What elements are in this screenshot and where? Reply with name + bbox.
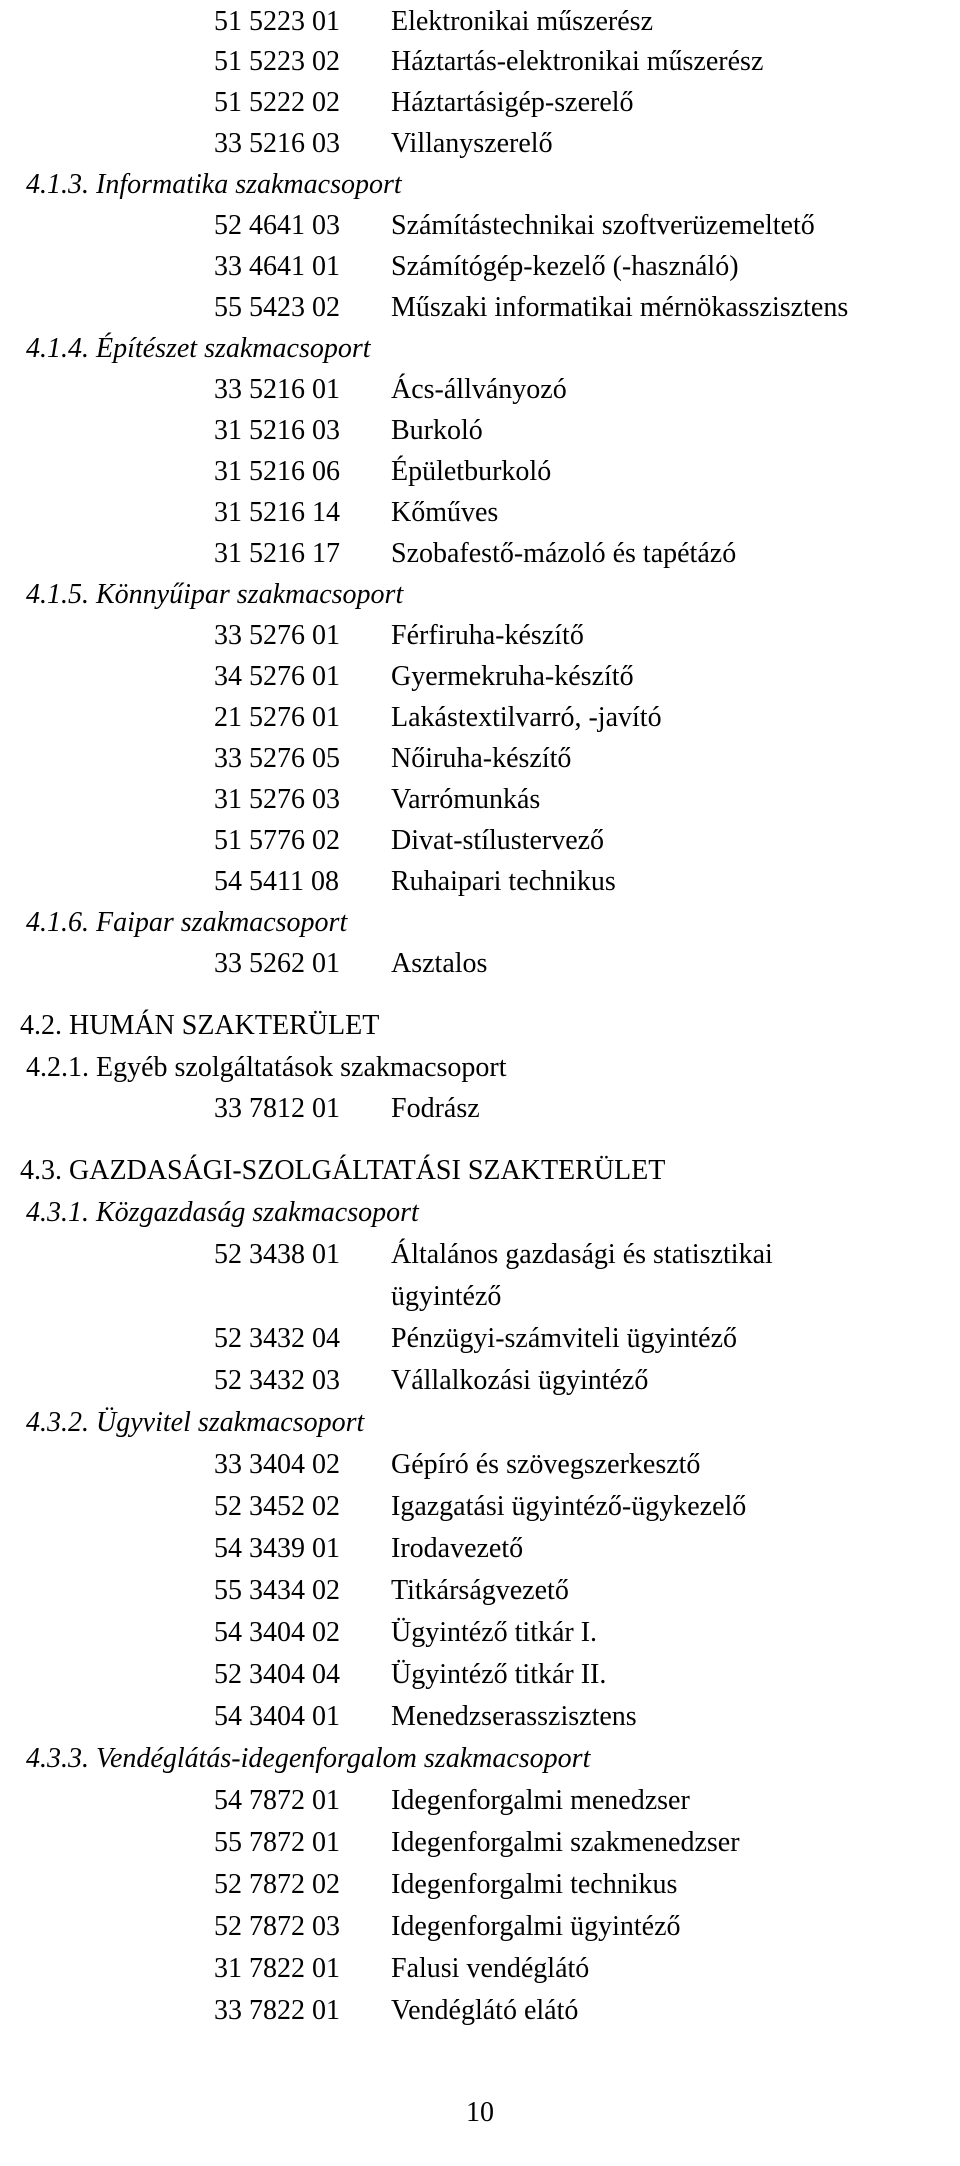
occupation-code: 31 5216 06 [214,456,340,487]
trade-group-heading: 4.1.3. Informatika szakmacsoport [26,169,402,200]
occupation-row [214,821,960,861]
occupation-row [214,370,960,410]
occupation-name: Szobafestő-mázoló és tapétázó [391,538,737,569]
occupation-name: Fodrász [391,1093,480,1124]
occupation-code: 52 3438 01 [214,1239,340,1270]
occupation-name: Asztalos [391,948,488,979]
occupation-code: 54 3404 02 [214,1617,340,1648]
occupation-code: 55 7872 01 [214,1827,340,1858]
trade-group-heading: 4.3.2. Ügyvitel szakmacsoport [26,1407,365,1438]
occupation-code: 31 7822 01 [214,1953,340,1984]
occupation-row [214,124,960,164]
occupation-code: 31 5216 14 [214,497,340,528]
occupation-name: Számítástechnikai szoftverüzemeltető [391,210,815,241]
occupation-code: 33 5216 01 [214,374,340,405]
occupation-row [214,247,960,287]
occupation-code: 51 5223 02 [214,46,340,77]
occupation-row [214,534,960,574]
occupation-code: 55 5423 02 [214,292,340,323]
occupation-code: 52 3432 03 [214,1365,340,1396]
occupation-row [214,1613,960,1653]
occupation-row [214,1235,960,1275]
occupation-row [214,862,960,902]
occupation-row [214,1907,960,1947]
occupation-name: Műszaki informatikai mérnökasszisztens [391,292,849,323]
occupation-name: Gépíró és szövegszerkesztő [391,1449,701,1480]
occupation-code: 34 5276 01 [214,661,340,692]
occupation-code: 33 7822 01 [214,1995,340,2026]
occupation-name: Ács-állványozó [391,374,567,405]
occupation-row [214,1089,960,1129]
occupation-name: Ügyintéző titkár I. [391,1617,598,1648]
occupation-row [214,1865,960,1905]
occupation-name: Falusi vendéglátó [391,1953,590,1984]
occupation-row [214,452,960,492]
occupation-name: Kőműves [391,497,499,528]
occupation-code: 51 5223 01 [214,6,340,37]
occupation-code: 54 3404 01 [214,1701,340,1732]
occupation-name: Elektronikai műszerész [391,6,654,37]
occupation-name: Idegenforgalmi technikus [391,1869,678,1900]
occupation-row [214,1697,960,1737]
trade-group-heading: 4.1.5. Könnyűipar szakmacsoport [26,579,404,610]
occupation-name: Menedzserasszisztens [391,1701,637,1732]
page-number: 10 [466,2097,494,2128]
field-heading: 4.2. HUMÁN SZAKTERÜLET [20,1010,380,1041]
occupation-name: Divat-stílustervező [391,825,605,856]
occupation-row [214,2,960,42]
occupation-row [214,411,960,451]
occupation-code: 51 5776 02 [214,825,340,856]
trade-group-heading: 4.1.4. Építészet szakmacsoport [26,333,371,364]
occupation-code: 33 5276 05 [214,743,340,774]
occupation-row [214,493,960,533]
occupation-row [214,42,960,82]
occupation-code: 33 4641 01 [214,251,340,282]
occupation-name: Épületburkoló [391,456,552,487]
occupation-name: Burkoló [391,415,483,446]
occupation-name: Varrómunkás [391,784,541,815]
field-heading: 4.3. GAZDASÁGI-SZOLGÁLTATÁSI SZAKTERÜLET [20,1155,666,1186]
occupation-name: Vendéglátó elátó [391,1995,579,2026]
occupation-code: 33 7812 01 [214,1093,340,1124]
occupation-name: Általános gazdasági és statisztikai [391,1239,773,1270]
occupation-code: 33 5262 01 [214,948,340,979]
occupation-row-continuation [214,1277,960,1317]
occupation-code: 54 5411 08 [214,866,339,897]
occupation-name: Idegenforgalmi menedzser [391,1785,690,1816]
occupation-code: 52 7872 02 [214,1869,340,1900]
occupation-code: 33 5216 03 [214,128,340,159]
occupation-name: Háztartásigép-szerelő [391,87,634,118]
occupation-code: 54 7872 01 [214,1785,340,1816]
occupation-row [214,1571,960,1611]
occupation-code: 31 5216 17 [214,538,340,569]
trade-group-heading: 4.1.6. Faipar szakmacsoport [26,907,348,938]
occupation-row [214,1319,960,1359]
occupation-name: Titkárságvezető [391,1575,569,1606]
occupation-code: 52 3432 04 [214,1323,340,1354]
occupation-row [214,1529,960,1569]
occupation-row [214,698,960,738]
occupation-code: 33 3404 02 [214,1449,340,1480]
occupation-name: Háztartás-elektronikai műszerész [391,46,764,77]
occupation-row [214,1781,960,1821]
occupation-row [214,739,960,779]
occupation-row [214,616,960,656]
occupation-row [214,206,960,246]
occupation-row [214,1949,960,1989]
occupation-row [214,1655,960,1695]
occupation-name: Nőiruha-készítő [391,743,572,774]
occupation-code: 52 4641 03 [214,210,340,241]
occupation-row [214,1991,960,2031]
occupation-code: 54 3439 01 [214,1533,340,1564]
occupation-code: 31 5276 03 [214,784,340,815]
occupation-name: Idegenforgalmi szakmenedzser [391,1827,740,1858]
occupation-code: 52 7872 03 [214,1911,340,1942]
occupation-name: Pénzügyi-számviteli ügyintéző [391,1323,738,1354]
occupation-name: Gyermekruha-készítő [391,661,634,692]
occupation-code: 21 5276 01 [214,702,340,733]
occupation-name: Lakástextilvarró, -javító [391,702,662,733]
occupation-name: Igazgatási ügyintéző-ügykezelő [391,1491,747,1522]
occupation-code: 31 5216 03 [214,415,340,446]
occupation-code: 33 5276 01 [214,620,340,651]
occupation-row [214,288,960,328]
occupation-row [214,1445,960,1485]
trade-group-heading: 4.3.1. Közgazdaság szakmacsoport [26,1197,419,1228]
occupation-code: 51 5222 02 [214,87,340,118]
trade-group-heading: 4.3.3. Vendéglátás-idegenforgalom szakmacsoport [26,1743,591,1774]
occupation-row [214,83,960,123]
occupation-name: ügyintéző [391,1281,502,1312]
occupation-name: Irodavezető [391,1533,524,1564]
occupation-name: Számítógép-kezelő (-használó) [391,251,739,282]
occupation-code: 52 3404 04 [214,1659,340,1690]
occupation-row [214,780,960,820]
occupation-name: Férfiruha-készítő [391,620,584,651]
occupation-row [214,944,960,984]
occupation-code: 55 3434 02 [214,1575,340,1606]
occupation-row [214,1487,960,1527]
trade-group-heading: 4.2.1. Egyéb szolgáltatások szakmacsoport [26,1052,507,1083]
occupation-name: Idegenforgalmi ügyintéző [391,1911,681,1942]
occupation-row [214,1361,960,1401]
occupation-name: Ruhaipari technikus [391,866,616,897]
occupation-name: Vállalkozási ügyintéző [391,1365,649,1396]
occupation-row [214,1823,960,1863]
occupation-name: Villanyszerelő [391,128,553,159]
occupation-name: Ügyintéző titkár II. [391,1659,607,1690]
occupation-row [214,657,960,697]
occupation-code: 52 3452 02 [214,1491,340,1522]
